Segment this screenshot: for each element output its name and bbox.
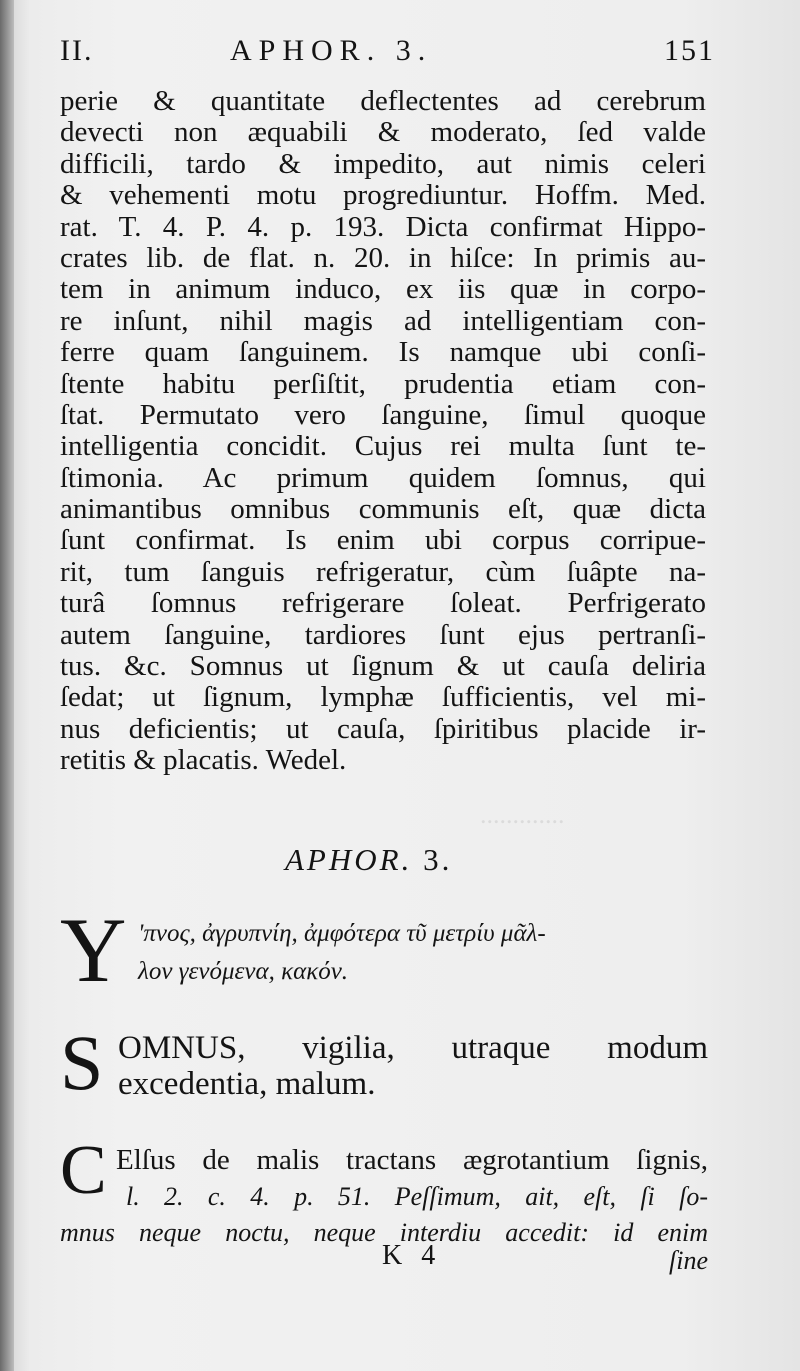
greek-line-1: 'πνος, ἀγρυπνίη, ἀμφότερα τῦ μετρίυ μᾶλ- <box>138 920 546 947</box>
body-line: rit, tum ſanguis refrigeratur, cùm ſuâpte na- <box>60 555 706 588</box>
body-line: ſedat; ut ſignum, lymphæ ſufficientis, vel mi- <box>60 681 706 714</box>
commentary-line-2: l. 2. c. 4. p. 51. Peſſimum, ait, eſt, ſi ſo- <box>126 1182 708 1211</box>
body-line: tem in animum induco, ex iis quæ in corpo- <box>60 273 706 306</box>
body-line: ſunt confirmat. Is enim ubi corpus corripue- <box>60 524 706 557</box>
body-line: crates lib. de flat. n. 20. in hiſce: In primis au- <box>60 241 706 274</box>
body-line: turâ ſomnus refrigerare ſoleat. Perfrigerato <box>60 587 706 620</box>
body-line: perie & quantitate deflectentes ad cerebrum <box>60 85 706 117</box>
body-line: ſtente habitu perſiſtit, prudentia etiam con- <box>60 367 706 400</box>
aphorism-heading-number: 3. <box>423 842 453 877</box>
latin-line-2: excedentia, malum. <box>118 1066 376 1102</box>
body-line: intelligentia concidit. Cujus rei multa ſunt te- <box>60 430 706 463</box>
catchword: ſine <box>669 1246 708 1275</box>
commentary-line-3: mnus neque noctu, neque interdiu accedit: id enim <box>60 1218 708 1247</box>
page-number: 151 <box>664 34 715 67</box>
aphorism-heading-label: APHOR. <box>285 842 413 877</box>
body-line: ſtimonia. Ac primum quidem ſomnus, qui <box>60 461 706 494</box>
running-head <box>60 34 715 84</box>
body-line: animantibus omnibus communis eſt, quæ dicta <box>60 493 706 526</box>
body-line: devecti non æquabili & moderato, ſed valde <box>60 116 706 149</box>
body-line: ſtat. Permutato vero ſanguine, ſimul quoque <box>60 398 706 431</box>
running-head-left: II. <box>60 34 94 67</box>
commentary-drop-capital: C <box>60 1132 107 1209</box>
latin-aphorism <box>60 1019 710 1110</box>
body-line: nus deficientis; ut cauſa, ſpiritibus placide ir- <box>60 712 706 745</box>
body-line: retitis & placatis. Wedel. <box>60 744 347 777</box>
body-line: re inſunt, nihil magis ad intelligentiam con- <box>60 304 706 337</box>
greek-line-2: λον γενόμενα, κακόν. <box>138 958 349 985</box>
body-line: tus. &c. Somnus ut ſignum & ut cauſa deliria <box>60 650 706 683</box>
greek-aphorism <box>60 899 710 1002</box>
body-line: & vehementi motu progrediuntur. Hoffm. Med. <box>60 179 706 212</box>
body-line: rat. T. 4. P. 4. p. 193. Dicta confirmat Hippo- <box>60 210 706 243</box>
binding-gutter <box>0 0 14 1371</box>
running-head-center: APHOR. 3. <box>230 34 433 67</box>
latin-line-1: OMNUS, vigilia, utraque modum <box>118 1030 708 1066</box>
body-line: difficili, tardo & impedito, aut nimis celeri <box>60 147 706 180</box>
body-line: ferre quam ſanguinem. Is namque ubi conſi- <box>60 336 706 369</box>
latin-drop-capital: S <box>60 1019 104 1106</box>
body-line: autem ſanguine, tardiores ſunt ejus pertranſi- <box>60 618 706 651</box>
signature-mark: K 4 <box>382 1240 442 1271</box>
commentary-body <box>60 86 706 777</box>
greek-drop-capital: Y <box>60 899 127 1001</box>
show-through-text: ............. <box>480 800 565 829</box>
commentary-line-1: Elſus de malis tractans ægrotantium ſignis, <box>116 1144 708 1176</box>
aphorism-heading <box>285 842 545 878</box>
